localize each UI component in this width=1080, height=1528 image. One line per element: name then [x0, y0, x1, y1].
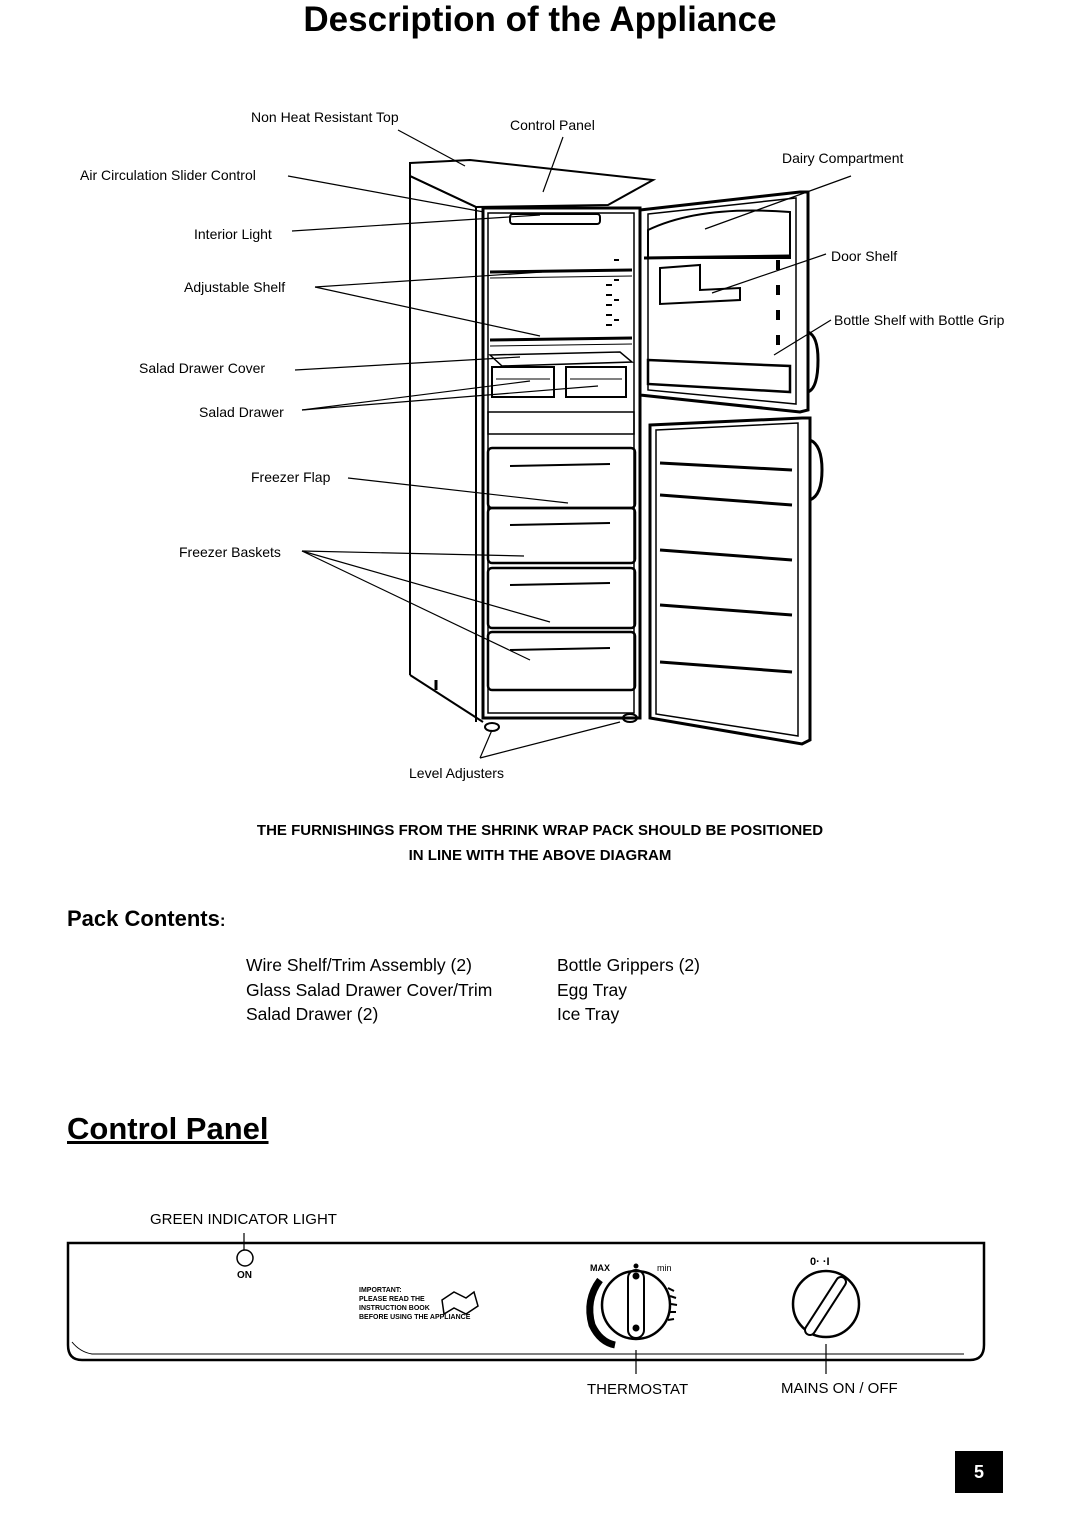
important-notice: [359, 1286, 470, 1322]
max-label: MAX: [590, 1263, 610, 1273]
pack-contents-heading-text: Pack Contents: [67, 906, 220, 931]
label-salad-drawer-cover: Salad Drawer Cover: [139, 360, 266, 376]
label-control-panel: Control Panel: [510, 117, 595, 133]
pack-item: Bottle Grippers (2): [557, 955, 700, 975]
green-indicator-light-icon: [237, 1250, 253, 1266]
label-air-circulation-slider-control: Air Circulation Slider Control: [80, 167, 256, 183]
important-line: IMPORTANT:: [359, 1287, 402, 1294]
mains-dial: [793, 1271, 859, 1337]
positioning-instruction: [0, 818, 1080, 868]
appliance-diagram: [0, 100, 1080, 800]
label-bottle-shelf: Bottle Shelf with Bottle Grip: [834, 312, 1005, 328]
mains-on-off-label: MAINS ON / OFF: [781, 1380, 898, 1397]
instruction-line-2: IN LINE WITH THE ABOVE DIAGRAM: [408, 847, 672, 864]
mains-marks: 0· ·I: [810, 1256, 830, 1268]
label-non-heat-resistant-top: Non Heat Resistant Top: [251, 109, 399, 125]
label-salad-drawer: Salad Drawer: [199, 404, 284, 420]
on-label: ON: [237, 1270, 252, 1281]
label-level-adjusters: Level Adjusters: [409, 765, 504, 781]
control-panel-heading: Control Panel: [67, 1111, 269, 1146]
label-interior-light: Interior Light: [194, 226, 272, 242]
label-adjustable-shelf: Adjustable Shelf: [184, 279, 286, 295]
pack-item: Salad Drawer (2): [246, 1004, 379, 1024]
min-label: min: [657, 1263, 672, 1273]
page-number: 5: [955, 1451, 1003, 1493]
pack-contents-heading: [67, 906, 226, 932]
label-freezer-baskets: Freezer Baskets: [179, 544, 281, 560]
important-line: INSTRUCTION BOOK: [359, 1305, 430, 1312]
label-freezer-flap: Freezer Flap: [251, 469, 331, 485]
thermostat-label: THERMOSTAT: [587, 1381, 689, 1398]
pack-contents-colon: :: [219, 911, 226, 930]
instruction-line-1: THE FURNISHINGS FROM THE SHRINK WRAP PACK SHOULD BE POSITIONED: [256, 822, 824, 839]
control-panel-diagram: [0, 1200, 1080, 1420]
important-line: PLEASE READ THE: [359, 1296, 425, 1303]
green-indicator-light-label: GREEN INDICATOR LIGHT: [150, 1211, 337, 1228]
pack-item: Egg Tray: [557, 980, 628, 1000]
pack-item: Wire Shelf/Trim Assembly (2): [246, 955, 472, 975]
pack-item: Glass Salad Drawer Cover/Trim: [246, 980, 493, 1000]
label-door-shelf: Door Shelf: [831, 248, 898, 264]
label-dairy-compartment: Dairy Compartment: [782, 150, 904, 166]
thermostat-dial: [590, 1264, 677, 1345]
pack-item: Ice Tray: [557, 1004, 620, 1024]
page-title: Description of the Appliance: [303, 0, 777, 39]
important-line: BEFORE USING THE APPLIANCE: [359, 1314, 471, 1321]
